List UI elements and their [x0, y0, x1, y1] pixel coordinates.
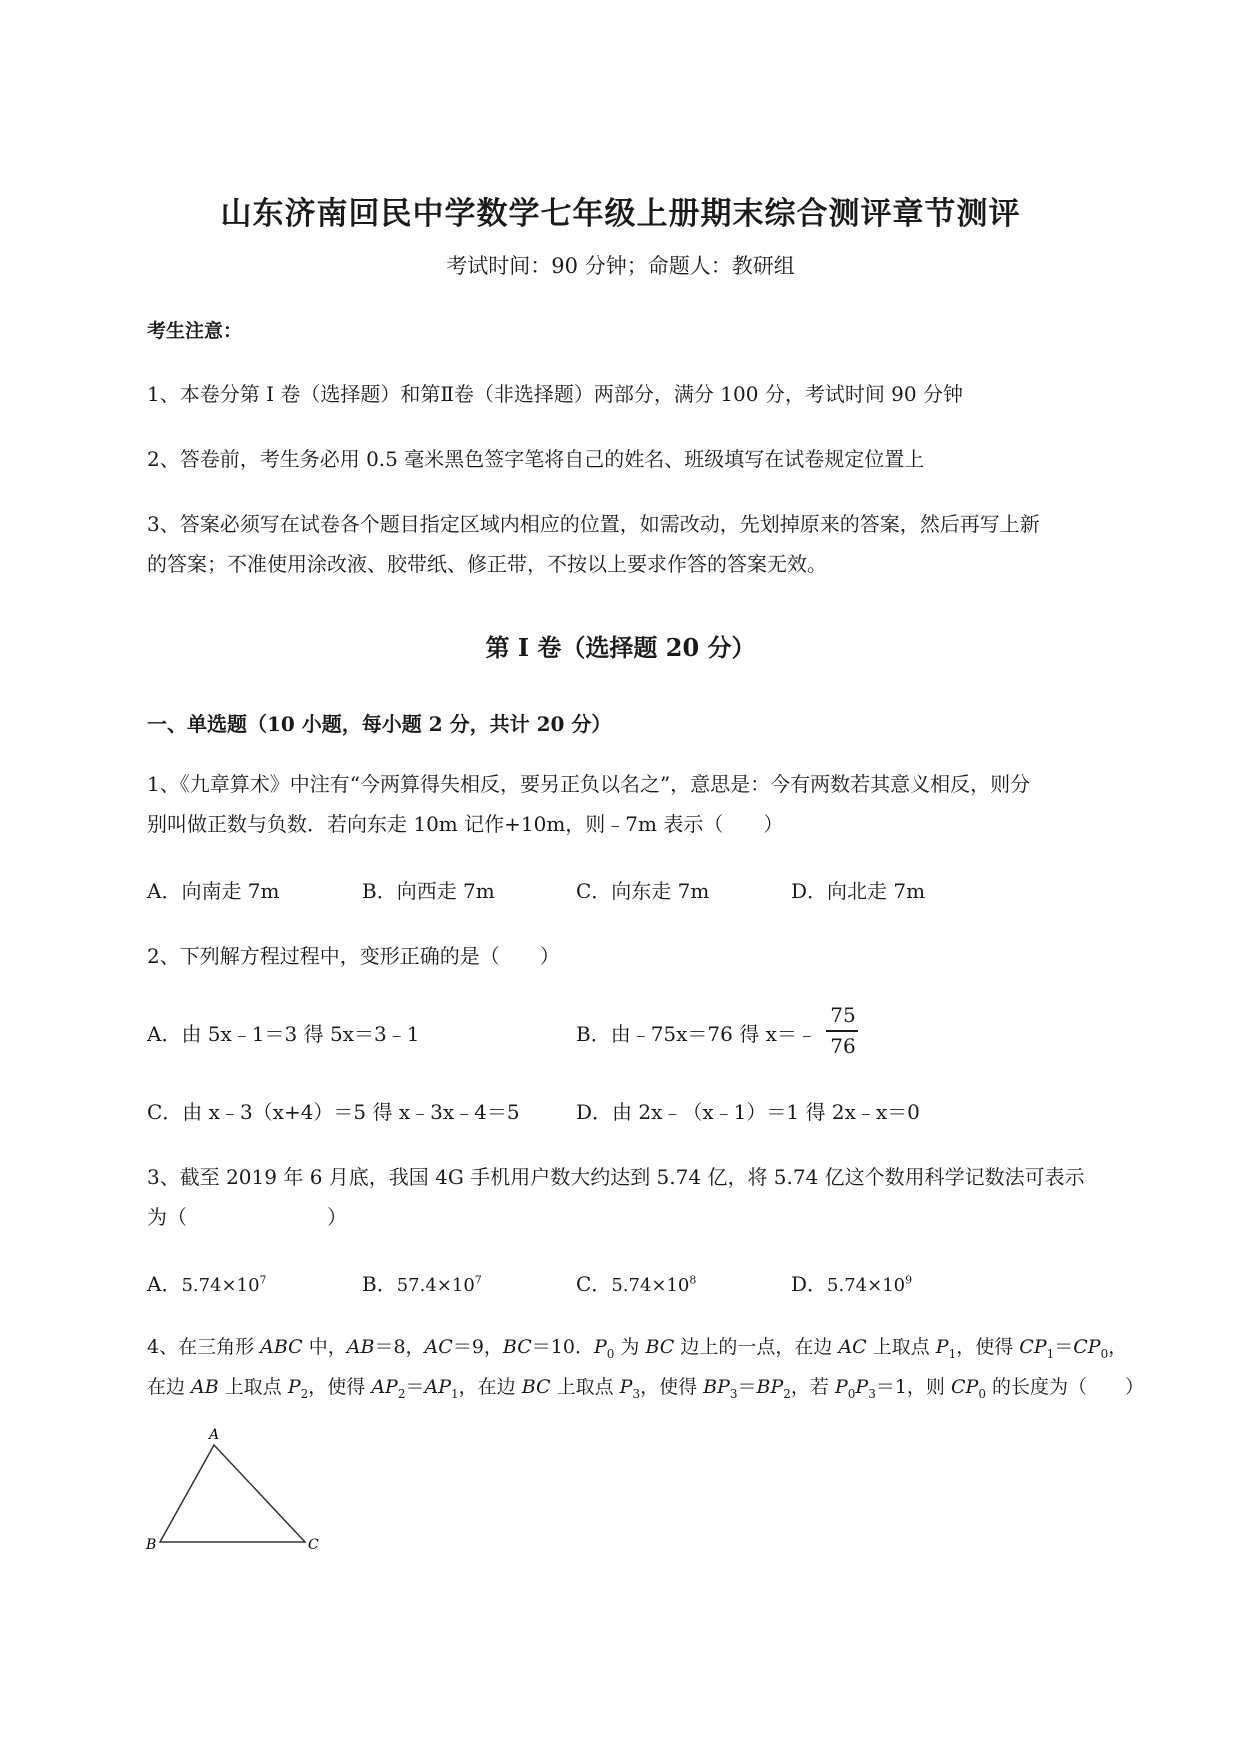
q3-option-d-base: 5.74×10 [827, 1275, 906, 1296]
vertex-label-a: A [209, 1427, 220, 1443]
notice-heading: 考生注意： [147, 320, 243, 342]
q3-option-b-base: 57.4×10 [396, 1275, 475, 1296]
q3-option-c-base: 5.74×10 [611, 1275, 690, 1296]
q4-line-1: 4、在三角形 ABC 中，AB＝8，AC＝9，BC＝10．$P_0$ 为 BC 边上的一点，在边 AC 上取点 $P_1$，使得 $CP_1=CP_0$， [147, 1336, 1128, 1361]
vertex-label-c: C [308, 1537, 319, 1553]
page-title: 山东济南回民中学数学七年级上册期末综合测评章节测评 [220, 196, 1021, 232]
q3-option-b [362, 1268, 482, 1297]
q3-option-b-label: B． [362, 1272, 397, 1296]
q1-line-2: 别叫做正数与负数．若向东走 10m 记作+10m，则﹣7m 表示（ ） [147, 812, 784, 836]
q1-option-c: C．向东走 7m [576, 879, 710, 903]
q3-option-c-exponent: 8 [689, 1273, 697, 1287]
q1-option-d: D．向北走 7m [791, 879, 926, 903]
q3-option-a-base: 5.74×10 [181, 1275, 260, 1296]
q2-option-b-numerator: 75 [830, 1003, 856, 1027]
q2-option-c: C．由 x﹣3（x+4）＝5 得 x﹣3x﹣4＝5 [147, 1100, 520, 1124]
q3-line-1: 3、截至 2019 年 6 月底，我国 4G 手机用户数大约达到 5.74 亿，将 5.74 亿这个数用科学记数法可表示 [147, 1165, 1085, 1189]
q2-option-b-denominator: 76 [830, 1034, 856, 1058]
q3-option-d-label: D． [791, 1272, 828, 1296]
section-title: 第 I 卷（选择题 20 分） [485, 633, 756, 662]
q3-option-c [576, 1268, 696, 1297]
part-title: 一、单选题（10 小题，每小题 2 分，共计 20 分） [147, 712, 612, 736]
notice-line-2: 2、答卷前，考生务必用 0.5 毫米黑色签字笔将自己的姓名、班级填写在试卷规定位置上 [147, 447, 925, 471]
q3-option-b-exponent: 7 [474, 1273, 482, 1287]
notice-line-4: 的答案；不准使用涂改液、胶带纸、修正带，不按以上要求作答的答案无效。 [147, 552, 827, 576]
q3-option-a [147, 1268, 267, 1297]
q2-stem: 2、下列解方程过程中，变形正确的是（ ） [147, 944, 560, 968]
vertex-label-b: B [146, 1537, 157, 1553]
q2-option-b-fraction-bar [826, 1030, 858, 1032]
q2-option-b: B．由﹣75x＝76 得 x＝﹣ [576, 1022, 817, 1046]
exam-subtitle: 考试时间：90 分钟；命题人：教研组 [446, 254, 795, 278]
q2-option-d: D．由 2x﹣（x﹣1）＝1 得 2x﹣x＝0 [576, 1100, 920, 1124]
q3-option-c-label: C． [576, 1272, 612, 1296]
q4-line-2: 在边 AB 上取点 $P_2$，使得 $AP_2=AP_1$，在边 BC 上取点 $P_3$，使得 $BP_3=BP_2$，若 $P_0P_3=1$，则 $CP_0$ 的长度为（ ） [147, 1376, 1144, 1401]
notice-line-3: 3、答案必须写在试卷各个题目指定区域内相应的位置，如需改动，先划掉原来的答案，然后再写上新 [147, 512, 1040, 536]
q1-option-b: B．向西走 7m [362, 879, 495, 903]
notice-line-1: 1、本卷分第 I 卷（选择题）和第Ⅱ卷（非选择题）两部分，满分 100 分，考试时间 90 分钟 [147, 382, 963, 406]
triangle-shape [160, 1445, 305, 1542]
q3-option-d [791, 1268, 912, 1297]
q2-option-a: A．由 5x﹣1＝3 得 5x＝3﹣1 [147, 1022, 420, 1046]
q3-line-2: 为（ ） [147, 1205, 347, 1229]
q3-option-a-exponent: 7 [259, 1273, 267, 1287]
q3-option-a-label: A． [147, 1272, 182, 1296]
q1-option-a: A．向南走 7m [147, 879, 280, 903]
triangle-figure [140, 1425, 340, 1565]
q1-line-1: 1、《九章算术》中注有“今两算得失相反，要另正负以名之”，意思是：今有两数若其意义相反，则分 [147, 772, 1031, 796]
q3-option-d-exponent: 9 [905, 1273, 913, 1287]
